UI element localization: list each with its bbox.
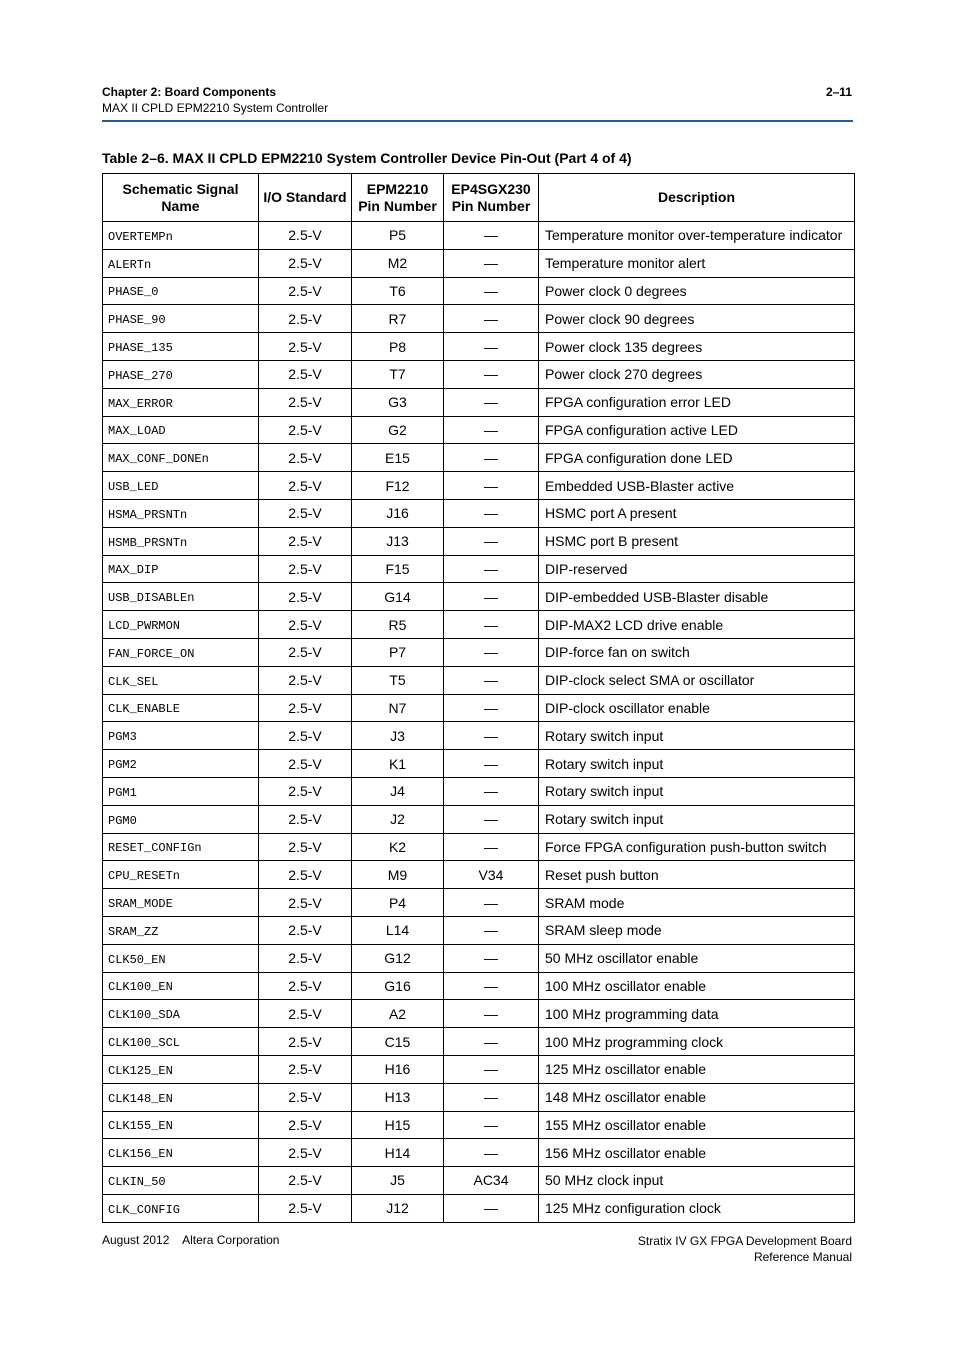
cell-signal: OVERTEMPn — [103, 222, 259, 250]
table-row — [103, 1139, 855, 1167]
cell-io-standard: 2.5-V — [259, 360, 352, 388]
table-row — [103, 1111, 855, 1139]
cell-description: 125 MHz configuration clock — [539, 1194, 855, 1222]
cell-signal: MAX_CONF_DONEn — [103, 444, 259, 472]
cell-signal: USB_LED — [103, 472, 259, 500]
table-row — [103, 861, 855, 889]
col-header-signal-line2: Name — [161, 197, 200, 214]
footer-doc-subtitle: Reference Manual — [753, 1250, 852, 1264]
cell-ep4-pin: — — [444, 972, 539, 1000]
cell-description: Rotary switch input — [539, 722, 855, 750]
table-row — [103, 472, 855, 500]
cell-io-standard: 2.5-V — [259, 499, 352, 527]
cell-epm-pin: P5 — [352, 222, 444, 250]
cell-description: SRAM mode — [539, 889, 855, 917]
cell-epm-pin: R5 — [352, 611, 444, 639]
cell-description: FPGA configuration done LED — [539, 444, 855, 472]
cell-epm-pin: H16 — [352, 1055, 444, 1083]
cell-ep4-pin: — — [444, 889, 539, 917]
col-header-io: I/O Standard — [259, 174, 352, 222]
cell-io-standard: 2.5-V — [259, 722, 352, 750]
cell-epm-pin: J4 — [352, 777, 444, 805]
table-row — [103, 972, 855, 1000]
cell-io-standard: 2.5-V — [259, 333, 352, 361]
cell-io-standard: 2.5-V — [259, 249, 352, 277]
cell-io-standard: 2.5-V — [259, 666, 352, 694]
cell-signal: PHASE_270 — [103, 360, 259, 388]
cell-signal: CLK_SEL — [103, 666, 259, 694]
cell-signal: MAX_DIP — [103, 555, 259, 583]
table-row — [103, 583, 855, 611]
cell-description: Power clock 135 degrees — [539, 333, 855, 361]
cell-description: DIP-embedded USB-Blaster disable — [539, 583, 855, 611]
cell-io-standard: 2.5-V — [259, 388, 352, 416]
cell-io-standard: 2.5-V — [259, 305, 352, 333]
cell-epm-pin: T7 — [352, 360, 444, 388]
cell-description: Power clock 270 degrees — [539, 360, 855, 388]
cell-ep4-pin: V34 — [444, 861, 539, 889]
cell-ep4-pin: — — [444, 833, 539, 861]
cell-io-standard: 2.5-V — [259, 805, 352, 833]
cell-ep4-pin: — — [444, 360, 539, 388]
cell-signal: CLKIN_50 — [103, 1167, 259, 1195]
cell-description: Reset push button — [539, 861, 855, 889]
table-row — [103, 444, 855, 472]
table-row — [103, 1167, 855, 1195]
cell-epm-pin: C15 — [352, 1028, 444, 1056]
cell-ep4-pin: — — [444, 1055, 539, 1083]
table-row — [103, 1083, 855, 1111]
cell-io-standard: 2.5-V — [259, 1028, 352, 1056]
cell-epm-pin: R7 — [352, 305, 444, 333]
table-row — [103, 277, 855, 305]
cell-epm-pin: H15 — [352, 1111, 444, 1139]
cell-description: HSMC port A present — [539, 499, 855, 527]
cell-io-standard: 2.5-V — [259, 833, 352, 861]
cell-description: Power clock 0 degrees — [539, 277, 855, 305]
cell-epm-pin: G16 — [352, 972, 444, 1000]
cell-io-standard: 2.5-V — [259, 527, 352, 555]
cell-signal: CLK_CONFIG — [103, 1194, 259, 1222]
table-header-row — [103, 174, 855, 222]
cell-signal: MAX_LOAD — [103, 416, 259, 444]
cell-epm-pin: L14 — [352, 916, 444, 944]
cell-epm-pin: G2 — [352, 416, 444, 444]
cell-signal: RESET_CONFIGn — [103, 833, 259, 861]
cell-signal: USB_DISABLEn — [103, 583, 259, 611]
cell-epm-pin: G12 — [352, 944, 444, 972]
cell-ep4-pin: — — [444, 666, 539, 694]
cell-io-standard: 2.5-V — [259, 277, 352, 305]
cell-ep4-pin: — — [444, 249, 539, 277]
table-row — [103, 249, 855, 277]
col-header-epm-line1: EPM2210 — [366, 180, 429, 197]
cell-ep4-pin: — — [444, 1139, 539, 1167]
cell-epm-pin: K1 — [352, 750, 444, 778]
cell-epm-pin: P8 — [352, 333, 444, 361]
cell-io-standard: 2.5-V — [259, 861, 352, 889]
pinout-table — [102, 173, 855, 1223]
col-header-desc: Description — [539, 174, 855, 222]
running-header — [102, 84, 328, 116]
table-row — [103, 638, 855, 666]
table-row — [103, 889, 855, 917]
cell-signal: CLK_ENABLE — [103, 694, 259, 722]
cell-signal: HSMA_PRSNTn — [103, 499, 259, 527]
cell-ep4-pin: — — [444, 777, 539, 805]
cell-ep4-pin: — — [444, 805, 539, 833]
cell-ep4-pin: — — [444, 1194, 539, 1222]
cell-ep4-pin: — — [444, 611, 539, 639]
cell-epm-pin: G14 — [352, 583, 444, 611]
table-row — [103, 777, 855, 805]
cell-signal: SRAM_MODE — [103, 889, 259, 917]
cell-description: FPGA configuration error LED — [539, 388, 855, 416]
cell-description: 100 MHz programming data — [539, 1000, 855, 1028]
cell-epm-pin: M9 — [352, 861, 444, 889]
cell-io-standard: 2.5-V — [259, 1139, 352, 1167]
table-row — [103, 527, 855, 555]
cell-signal: PHASE_0 — [103, 277, 259, 305]
cell-epm-pin: J3 — [352, 722, 444, 750]
cell-signal: CLK100_SCL — [103, 1028, 259, 1056]
cell-description: DIP-clock oscillator enable — [539, 694, 855, 722]
cell-epm-pin: J5 — [352, 1167, 444, 1195]
cell-epm-pin: E15 — [352, 444, 444, 472]
cell-description: 125 MHz oscillator enable — [539, 1055, 855, 1083]
cell-epm-pin: P4 — [352, 889, 444, 917]
footer-right — [638, 1233, 852, 1265]
cell-signal: CLK155_EN — [103, 1111, 259, 1139]
cell-ep4-pin: — — [444, 1028, 539, 1056]
cell-signal: PHASE_135 — [103, 333, 259, 361]
cell-io-standard: 2.5-V — [259, 1194, 352, 1222]
cell-ep4-pin: — — [444, 555, 539, 583]
cell-io-standard: 2.5-V — [259, 1055, 352, 1083]
footer-doc-title: Stratix IV GX FPGA Development Board — [637, 1234, 852, 1248]
cell-description: 148 MHz oscillator enable — [539, 1083, 855, 1111]
table-row — [103, 944, 855, 972]
cell-signal: PGM2 — [103, 750, 259, 778]
table-row — [103, 1055, 855, 1083]
table-row — [103, 416, 855, 444]
cell-description: DIP-MAX2 LCD drive enable — [539, 611, 855, 639]
cell-description: 100 MHz oscillator enable — [539, 972, 855, 1000]
table-row — [103, 611, 855, 639]
cell-epm-pin: T6 — [352, 277, 444, 305]
col-header-ep4-line2: Pin Number — [451, 197, 531, 214]
cell-description: Rotary switch input — [539, 805, 855, 833]
cell-description: Embedded USB-Blaster active — [539, 472, 855, 500]
cell-io-standard: 2.5-V — [259, 1111, 352, 1139]
cell-signal: HSMB_PRSNTn — [103, 527, 259, 555]
cell-io-standard: 2.5-V — [259, 1083, 352, 1111]
cell-epm-pin: M2 — [352, 249, 444, 277]
cell-signal: LCD_PWRMON — [103, 611, 259, 639]
cell-signal: PGM3 — [103, 722, 259, 750]
cell-description: 50 MHz oscillator enable — [539, 944, 855, 972]
cell-io-standard: 2.5-V — [259, 944, 352, 972]
cell-io-standard: 2.5-V — [259, 472, 352, 500]
cell-description: Force FPGA configuration push-button switch — [539, 833, 855, 861]
col-header-epm-line2: Pin Number — [358, 197, 437, 214]
cell-signal: CLK50_EN — [103, 944, 259, 972]
cell-epm-pin: J16 — [352, 499, 444, 527]
table-row — [103, 499, 855, 527]
table-row — [103, 1194, 855, 1222]
col-header-ep4-line1: EP4SGX230 — [451, 180, 531, 197]
cell-description: SRAM sleep mode — [539, 916, 855, 944]
cell-description: Temperature monitor alert — [539, 249, 855, 277]
cell-ep4-pin: — — [444, 694, 539, 722]
cell-io-standard: 2.5-V — [259, 694, 352, 722]
col-header-signal-line1: Schematic Signal — [122, 180, 239, 197]
cell-epm-pin: J12 — [352, 1194, 444, 1222]
cell-epm-pin: G3 — [352, 388, 444, 416]
cell-description: 100 MHz programming clock — [539, 1028, 855, 1056]
cell-description: HSMC port B present — [539, 527, 855, 555]
cell-epm-pin: N7 — [352, 694, 444, 722]
table-row — [103, 333, 855, 361]
cell-io-standard: 2.5-V — [259, 222, 352, 250]
table-row — [103, 388, 855, 416]
table-row — [103, 1028, 855, 1056]
table-row — [103, 666, 855, 694]
table-row — [103, 1000, 855, 1028]
cell-signal: CLK100_EN — [103, 972, 259, 1000]
cell-description: 156 MHz oscillator enable — [539, 1139, 855, 1167]
cell-io-standard: 2.5-V — [259, 1167, 352, 1195]
cell-description: Rotary switch input — [539, 777, 855, 805]
header-rule — [102, 120, 853, 122]
cell-io-standard: 2.5-V — [259, 889, 352, 917]
cell-ep4-pin: — — [444, 444, 539, 472]
cell-ep4-pin: — — [444, 638, 539, 666]
cell-epm-pin: F15 — [352, 555, 444, 583]
cell-description: Rotary switch input — [539, 750, 855, 778]
cell-signal: CLK125_EN — [103, 1055, 259, 1083]
cell-description: DIP-force fan on switch — [539, 638, 855, 666]
cell-io-standard: 2.5-V — [259, 777, 352, 805]
cell-signal: SRAM_ZZ — [103, 916, 259, 944]
cell-signal: MAX_ERROR — [103, 388, 259, 416]
cell-epm-pin: A2 — [352, 1000, 444, 1028]
page-number: 2–11 — [825, 85, 852, 99]
cell-io-standard: 2.5-V — [259, 638, 352, 666]
cell-signal: CPU_RESETn — [103, 861, 259, 889]
cell-ep4-pin: — — [444, 1000, 539, 1028]
cell-signal: PHASE_90 — [103, 305, 259, 333]
table-caption: Table 2–6. MAX II CPLD EPM2210 System Controller Device Pin-Out (Part 4 of 4) — [102, 150, 632, 166]
footer-left — [102, 1233, 279, 1247]
cell-signal: CLK100_SDA — [103, 1000, 259, 1028]
cell-description: DIP-clock select SMA or oscillator — [539, 666, 855, 694]
cell-io-standard: 2.5-V — [259, 416, 352, 444]
cell-ep4-pin: — — [444, 305, 539, 333]
cell-ep4-pin: — — [444, 333, 539, 361]
cell-ep4-pin: — — [444, 944, 539, 972]
cell-ep4-pin: — — [444, 222, 539, 250]
chapter-title: Chapter 2: Board Components — [102, 85, 277, 99]
cell-ep4-pin: — — [444, 277, 539, 305]
cell-io-standard: 2.5-V — [259, 583, 352, 611]
cell-description: 50 MHz clock input — [539, 1167, 855, 1195]
cell-description: DIP-reserved — [539, 555, 855, 583]
footer-company: Altera Corporation — [182, 1233, 280, 1247]
cell-epm-pin: H14 — [352, 1139, 444, 1167]
col-header-ep4 — [444, 174, 539, 222]
cell-ep4-pin: — — [444, 583, 539, 611]
cell-epm-pin: F12 — [352, 472, 444, 500]
cell-signal: CLK156_EN — [103, 1139, 259, 1167]
table-row — [103, 360, 855, 388]
cell-description: 155 MHz oscillator enable — [539, 1111, 855, 1139]
cell-signal: ALERTn — [103, 249, 259, 277]
cell-signal: CLK148_EN — [103, 1083, 259, 1111]
cell-epm-pin: P7 — [352, 638, 444, 666]
cell-io-standard: 2.5-V — [259, 916, 352, 944]
cell-signal: FAN_FORCE_ON — [103, 638, 259, 666]
section-subtitle: MAX II CPLD EPM2210 System Controller — [102, 101, 329, 115]
cell-io-standard: 2.5-V — [259, 1000, 352, 1028]
cell-ep4-pin: — — [444, 750, 539, 778]
cell-signal: PGM0 — [103, 805, 259, 833]
cell-epm-pin: H13 — [352, 1083, 444, 1111]
table-row — [103, 222, 855, 250]
cell-io-standard: 2.5-V — [259, 611, 352, 639]
table-row — [103, 555, 855, 583]
col-header-signal — [103, 174, 259, 222]
table-row — [103, 805, 855, 833]
cell-ep4-pin: — — [444, 388, 539, 416]
table-row — [103, 694, 855, 722]
table-row — [103, 750, 855, 778]
cell-ep4-pin: — — [444, 499, 539, 527]
footer-date: August 2012 — [102, 1233, 170, 1247]
table-row — [103, 916, 855, 944]
cell-epm-pin: J13 — [352, 527, 444, 555]
cell-epm-pin: J2 — [352, 805, 444, 833]
cell-epm-pin: K2 — [352, 833, 444, 861]
cell-description: Power clock 90 degrees — [539, 305, 855, 333]
cell-ep4-pin: — — [444, 722, 539, 750]
table-row — [103, 722, 855, 750]
cell-io-standard: 2.5-V — [259, 444, 352, 472]
cell-epm-pin: T5 — [352, 666, 444, 694]
cell-io-standard: 2.5-V — [259, 750, 352, 778]
cell-ep4-pin: — — [444, 527, 539, 555]
cell-signal: PGM1 — [103, 777, 259, 805]
cell-io-standard: 2.5-V — [259, 972, 352, 1000]
table-row — [103, 305, 855, 333]
cell-description: FPGA configuration active LED — [539, 416, 855, 444]
cell-ep4-pin: — — [444, 1083, 539, 1111]
cell-io-standard: 2.5-V — [259, 555, 352, 583]
cell-ep4-pin: — — [444, 472, 539, 500]
cell-ep4-pin: AC34 — [444, 1167, 539, 1195]
cell-ep4-pin: — — [444, 1111, 539, 1139]
cell-description: Temperature monitor over-temperature indicator — [539, 222, 855, 250]
col-header-epm — [352, 174, 444, 222]
table-row — [103, 833, 855, 861]
cell-ep4-pin: — — [444, 416, 539, 444]
cell-ep4-pin: — — [444, 916, 539, 944]
